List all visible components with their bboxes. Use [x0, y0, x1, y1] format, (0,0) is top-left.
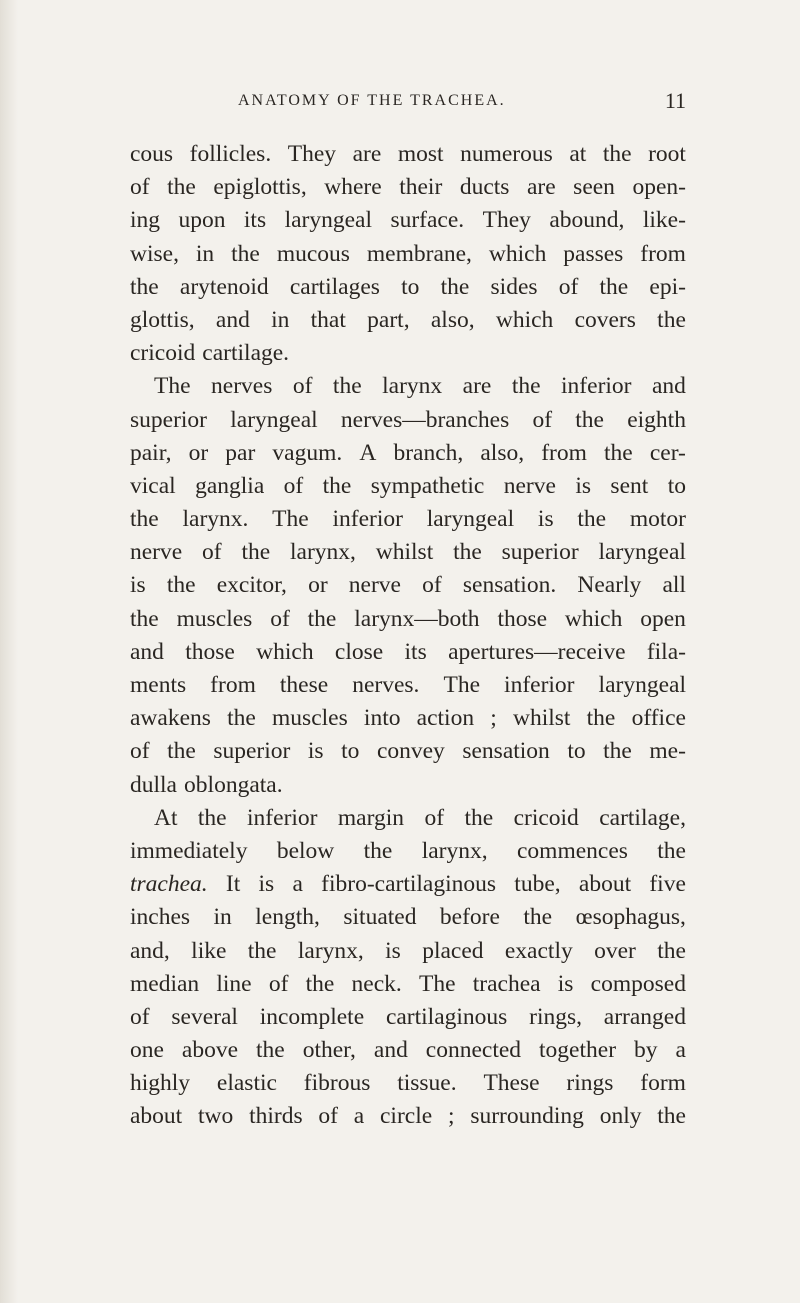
word: like [191, 937, 227, 964]
text-line [130, 769, 686, 802]
word: over [594, 937, 636, 964]
word: superior [213, 738, 291, 765]
word: of [202, 539, 222, 566]
word: also, [480, 439, 525, 466]
word: laryngeal [230, 406, 318, 433]
word: is [557, 970, 574, 997]
word: by [634, 1037, 658, 1064]
text-line [130, 802, 686, 835]
word: inferior [247, 804, 318, 831]
text-line [130, 935, 686, 968]
word: is [575, 472, 592, 499]
word: root [648, 141, 686, 167]
word: before [439, 904, 500, 931]
word: inferior [504, 672, 575, 698]
page-number: 11 [664, 88, 686, 113]
word: of [532, 406, 553, 433]
word: the [322, 472, 352, 499]
word: and [651, 373, 686, 400]
word: situated [343, 904, 417, 931]
word: into [363, 705, 401, 732]
word: the [130, 273, 159, 300]
word: and [373, 1037, 408, 1064]
word: larynx [382, 373, 443, 400]
word: is [307, 738, 324, 765]
word: vical [130, 472, 176, 499]
text-line [130, 868, 686, 901]
word: nerve [503, 472, 556, 499]
text-line [130, 636, 686, 669]
word: connected [425, 1037, 522, 1064]
word: The [418, 970, 456, 997]
word: ; [447, 1103, 455, 1130]
word: its [243, 207, 267, 234]
word: cartilage, [599, 804, 686, 831]
word: cous [130, 141, 174, 167]
word: other, [302, 1037, 356, 1064]
word: The [154, 373, 191, 400]
word: of [130, 174, 150, 201]
word: me- [649, 738, 686, 765]
word: in [213, 904, 232, 931]
word: sympathetic [370, 472, 485, 499]
word: fibrous [303, 1070, 371, 1097]
word: neck. [351, 970, 402, 997]
word: Nearly [577, 572, 642, 599]
text-line [130, 271, 686, 304]
text-line [130, 569, 686, 602]
word: to [667, 472, 686, 499]
word: the [511, 373, 541, 400]
word: the [577, 506, 607, 533]
word: line [216, 970, 252, 997]
word: composed [590, 970, 686, 997]
word: the [657, 1103, 686, 1130]
text-line [130, 138, 686, 171]
word: eighth [627, 406, 686, 433]
word: to [401, 273, 420, 300]
word: the [523, 904, 553, 931]
word: and [130, 638, 164, 665]
word: cartilage. [202, 340, 290, 367]
word: to [341, 738, 360, 765]
word: the [363, 837, 393, 864]
word: one [130, 1037, 164, 1064]
word: most [397, 141, 444, 167]
word: the [130, 605, 159, 632]
word: from [210, 672, 256, 698]
word: oblongata. [184, 771, 283, 798]
text-line [130, 702, 686, 735]
word: sides [490, 273, 538, 300]
word: the [197, 804, 227, 831]
word: tissue. [397, 1070, 457, 1097]
text-line [130, 1034, 686, 1067]
word: or [308, 572, 328, 599]
word: rings [566, 1070, 614, 1097]
word: above [181, 1037, 239, 1064]
word: all [662, 572, 686, 599]
word: the [307, 605, 337, 632]
word: which [488, 240, 547, 267]
word: larynx, [297, 937, 364, 964]
word: the [231, 240, 260, 267]
word: are [462, 373, 492, 400]
word: the [657, 306, 686, 333]
word: cricoid [130, 340, 196, 367]
text-line [130, 1100, 686, 1133]
word: the [227, 705, 256, 732]
word: or [188, 439, 209, 466]
word: vagum. [272, 439, 343, 466]
word: dulla [130, 771, 177, 798]
word: awakens [130, 705, 211, 732]
word: trachea [472, 970, 541, 997]
word: The [443, 672, 481, 698]
word: a [292, 871, 303, 898]
word: sensation [462, 738, 550, 765]
word: branch, [393, 439, 464, 466]
word: below [276, 837, 335, 864]
word: of [558, 273, 579, 300]
word: the [657, 937, 686, 964]
word: trachea. [130, 871, 208, 898]
word: whilst [513, 705, 571, 732]
word: glottis, [130, 306, 195, 333]
word: the [166, 572, 196, 599]
word: of [268, 970, 289, 997]
word: follicles. [189, 141, 272, 167]
word: several [171, 1003, 238, 1030]
word: these [279, 672, 329, 698]
text-line [130, 1067, 686, 1100]
word: where [324, 174, 382, 201]
word: muscles [176, 605, 253, 632]
word: median [130, 970, 200, 997]
word: laryngeal [426, 506, 515, 533]
word: nerves [211, 373, 273, 400]
word: that [310, 306, 346, 333]
word: laryngeal [598, 672, 686, 698]
word: those [497, 605, 548, 632]
word: larynx. [182, 506, 249, 533]
word: mucous [276, 240, 350, 267]
word: nerves—branches [340, 406, 510, 433]
word: about [578, 871, 632, 898]
word: of [130, 1003, 150, 1030]
word: open- [632, 174, 686, 201]
word: the [247, 937, 277, 964]
word: inches [130, 904, 191, 931]
word: larynx, [421, 837, 488, 864]
word: cricoid [513, 804, 579, 831]
word: rings, [529, 1003, 582, 1030]
word: The [272, 506, 309, 533]
text-line [130, 603, 686, 636]
word: of [283, 472, 304, 499]
word: elastic [216, 1070, 277, 1097]
word: fibro-cartilaginous [321, 871, 497, 898]
word: the [464, 804, 494, 831]
text-line [130, 238, 686, 271]
word: epi- [649, 273, 686, 300]
word: cer- [649, 439, 686, 466]
word: about [130, 1103, 183, 1130]
word: inferior [332, 506, 403, 533]
word: ganglia [195, 472, 265, 499]
word: seen [573, 174, 615, 201]
text-line [130, 370, 686, 403]
word: of [422, 572, 442, 599]
word: ments [130, 672, 187, 698]
word: surrounding [470, 1103, 584, 1130]
word: of [130, 738, 150, 765]
word: its [404, 638, 427, 665]
word: exactly [504, 937, 573, 964]
word: close [334, 638, 384, 665]
word: the [440, 273, 470, 300]
text-line [130, 204, 686, 237]
word: the [241, 539, 271, 566]
word: the [332, 373, 362, 400]
word: length, [255, 904, 320, 931]
text-line [130, 304, 686, 337]
word: those [185, 638, 235, 665]
word: arranged [603, 1003, 686, 1030]
word: convey [376, 738, 445, 765]
word: ing [130, 207, 161, 234]
word: cartilages [289, 273, 380, 300]
word: passes [563, 240, 624, 267]
word: sensation. [462, 572, 557, 599]
text-line [130, 1001, 686, 1034]
word: is [537, 506, 554, 533]
text-line [130, 901, 686, 934]
word: are [352, 141, 382, 167]
text-line [130, 669, 686, 702]
word: two [198, 1103, 234, 1130]
word: motor [629, 506, 686, 533]
word: from [541, 439, 587, 466]
word: of [270, 605, 290, 632]
word: the [599, 273, 629, 300]
word: is [385, 937, 401, 964]
word: highly [130, 1070, 191, 1097]
text-line [130, 470, 686, 503]
word: only [599, 1103, 642, 1130]
word: pair, [130, 439, 172, 466]
word: These [483, 1070, 540, 1097]
word: excitor, [216, 572, 287, 599]
word: at [569, 141, 587, 167]
word: surface. [390, 207, 465, 234]
word: circle [380, 1103, 433, 1130]
word: ducts [459, 174, 510, 201]
word: from [640, 240, 686, 267]
word: five [649, 871, 686, 898]
word: epiglottis, [213, 174, 307, 201]
word: the [130, 506, 159, 533]
word: laryngeal [284, 207, 372, 234]
word: the [167, 174, 196, 201]
word: the [657, 837, 686, 864]
word: also, [430, 306, 475, 333]
word: of [318, 1103, 338, 1130]
word: thirds [249, 1103, 303, 1130]
word: the [305, 970, 335, 997]
word: They [287, 141, 337, 167]
word: the [256, 1037, 285, 1064]
word: commences [516, 837, 628, 864]
word: the [575, 406, 604, 433]
word: a [353, 1103, 365, 1130]
word: together [539, 1037, 617, 1064]
word: part, [367, 306, 410, 333]
running-head: ANATOMY OF THE TRACHEA. [238, 92, 506, 109]
word: and, [130, 937, 170, 964]
word: superior [501, 539, 579, 566]
word: laryngeal [598, 539, 686, 566]
text-line [130, 835, 686, 868]
word: arytenoid [179, 273, 269, 300]
text-line [130, 404, 686, 437]
word: placed [422, 937, 484, 964]
word: a [675, 1037, 686, 1064]
word: wise, [130, 240, 179, 267]
word: apertures—receive [448, 638, 626, 665]
text-line [130, 503, 686, 536]
word: the [453, 539, 482, 566]
word: tube, [514, 871, 561, 898]
word: nerve [348, 572, 401, 599]
word: their [399, 174, 443, 201]
word: office [631, 705, 686, 732]
word: muscles [272, 705, 348, 732]
text-line [130, 337, 686, 370]
word: which [564, 605, 623, 632]
text-line [130, 437, 686, 470]
word: immediately [130, 837, 248, 864]
word: like- [642, 207, 686, 234]
word: and [215, 306, 250, 333]
word: which [495, 306, 554, 333]
word: open [640, 605, 686, 632]
word: whilst [375, 539, 434, 566]
word: sent [610, 472, 649, 499]
word: nerve [130, 539, 183, 566]
body-text [130, 138, 686, 1134]
word: covers [574, 306, 636, 333]
word: numerous [460, 141, 553, 167]
word: is [130, 572, 146, 599]
word: superior [130, 406, 208, 433]
text-line [130, 735, 686, 768]
word: of [292, 373, 313, 400]
word: abound, [549, 207, 625, 234]
word: larynx—both [354, 605, 480, 632]
word: upon [178, 207, 226, 234]
word: At [154, 804, 178, 831]
word: the [602, 141, 632, 167]
word: ; [490, 705, 497, 732]
page-header [130, 88, 686, 118]
word: It [225, 871, 241, 898]
word: œsophagus, [575, 904, 686, 931]
word: the [586, 705, 616, 732]
text-line [130, 536, 686, 569]
word: margin [337, 804, 405, 831]
text-line [130, 171, 686, 204]
word: the [167, 738, 196, 765]
word: larynx, [290, 539, 356, 566]
word: in [271, 306, 290, 333]
text-line [130, 968, 686, 1001]
word: the [603, 738, 632, 765]
word: which [256, 638, 314, 665]
word: form [640, 1070, 686, 1097]
word: A [359, 439, 377, 466]
word: membrane, [366, 240, 472, 267]
word: in [195, 240, 215, 267]
word: par [225, 439, 256, 466]
word: nerves. [352, 672, 420, 698]
page-edge-shadow [0, 0, 18, 1303]
word: of [424, 804, 445, 831]
word: fila- [646, 638, 686, 665]
word: They [482, 207, 531, 234]
word: is [258, 871, 275, 898]
word: the [604, 439, 633, 466]
word: incomplete [259, 1003, 365, 1030]
word: action [416, 705, 475, 732]
word: cartilaginous [385, 1003, 508, 1030]
word: to [567, 738, 586, 765]
word: inferior [561, 373, 632, 400]
word: are [526, 174, 556, 201]
